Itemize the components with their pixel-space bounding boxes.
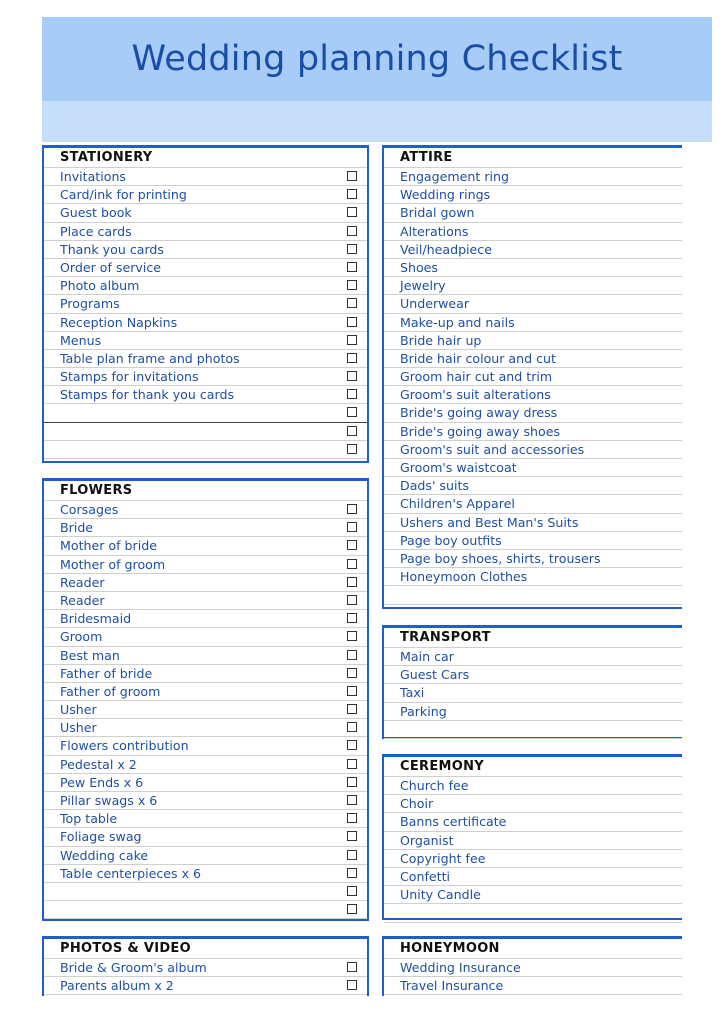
checklist-item-label: Menus [60, 332, 102, 348]
checklist-item-label: Page boy outfits [400, 532, 502, 548]
checklist-item [44, 277, 367, 295]
stationery-section [42, 145, 369, 463]
checklist-item [44, 423, 367, 441]
checklist-item [44, 959, 367, 977]
checklist-item [384, 795, 682, 813]
checklist-item-label: Bridesmaid [60, 611, 132, 627]
checklist-item [384, 666, 682, 684]
checklist-item [384, 404, 682, 422]
checkbox[interactable] [347, 668, 357, 678]
title-banner [42, 17, 712, 101]
checklist-item-label: Taxi [400, 685, 425, 701]
checklist-item [384, 477, 682, 495]
checklist-item [384, 241, 682, 259]
checklist-item-label: Jewelry [400, 278, 446, 294]
checklist-item [44, 737, 367, 755]
checklist-item [384, 514, 682, 532]
checklist-item-label: Parking [400, 703, 447, 719]
checklist-item [44, 810, 367, 828]
checklist-item [44, 404, 367, 422]
checklist-item [384, 586, 682, 604]
checklist-item [384, 168, 682, 186]
checklist-item [384, 223, 682, 241]
checklist-item-label: Unity Candle [400, 887, 481, 903]
checklist-item [44, 792, 367, 810]
checklist-item [44, 719, 367, 737]
checkbox[interactable] [347, 207, 357, 217]
checkbox[interactable] [347, 426, 357, 436]
checklist-item-label: Usher [60, 702, 97, 718]
checkbox[interactable] [347, 317, 357, 327]
checklist-item-label: Travel Insurance [400, 978, 504, 994]
checklist-item-label: Parents album x 2 [60, 978, 174, 994]
checklist-item [384, 568, 682, 586]
checklist-item-label: Organist [400, 832, 454, 848]
checklist-item [44, 368, 367, 386]
checklist-item-label: Groom [60, 629, 103, 645]
checklist-item [44, 501, 367, 519]
transport-section [382, 625, 682, 739]
checklist-item-label: Make-up and nails [400, 314, 515, 330]
checklist-item-label: Thank you cards [60, 241, 164, 257]
checklist-item-label: Underwear [400, 296, 470, 312]
checklist-item [44, 314, 367, 332]
checklist-item-label: Invitations [60, 169, 126, 184]
checklist-item [44, 295, 367, 313]
checklist-item-label: Wedding rings [400, 187, 491, 203]
checklist-item [44, 774, 367, 792]
checklist-item-label: Stamps for thank you cards [60, 387, 235, 403]
checklist-item [44, 386, 367, 404]
stationery-heading: STATIONERY [44, 148, 367, 168]
checkbox[interactable] [347, 559, 357, 569]
attire-heading: ATTIRE [384, 148, 682, 168]
checklist-item-label: Choir [400, 796, 434, 812]
checklist-item-label: Groom's waistcoat [400, 460, 517, 475]
checklist-item-label: Bride & Groom's album [60, 960, 207, 975]
checklist-item [384, 459, 682, 477]
checklist-item-label: Reader [60, 574, 105, 590]
checklist-item [384, 350, 682, 368]
checkbox[interactable] [347, 777, 357, 787]
checklist-item-label: Bride hair up [400, 332, 482, 348]
checklist-item-label: Honeymoon Clothes [400, 569, 528, 585]
checkbox[interactable] [347, 813, 357, 823]
checkbox[interactable] [347, 904, 357, 914]
checklist-item-label: Children's Apparel [400, 496, 515, 512]
checklist-item [44, 350, 367, 368]
checklist-item-label: Copyright fee [400, 850, 486, 866]
checklist-item-label: Best man [60, 647, 120, 663]
checklist-item [384, 295, 682, 313]
flowers-heading: FLOWERS [44, 481, 367, 501]
checklist-item-label: Bride [60, 520, 94, 536]
checklist-item-label: Banns certificate [400, 814, 507, 830]
checklist-item-label: Main car [400, 649, 454, 664]
checklist-item [44, 537, 367, 555]
title-banner-lower [42, 101, 712, 142]
checklist-item-label: Stamps for invitations [60, 369, 199, 385]
checklist-item [44, 901, 367, 919]
checkbox[interactable] [347, 407, 357, 417]
attire-section [382, 145, 682, 609]
checkbox[interactable] [347, 335, 357, 345]
checklist-item [44, 168, 367, 186]
checklist-item [44, 241, 367, 259]
checklist-item-label: Corsages [60, 502, 119, 517]
checklist-item-label: Ushers and Best Man's Suits [400, 514, 579, 530]
checklist-item [44, 865, 367, 883]
checklist-item [44, 574, 367, 592]
checklist-item-label: Order of service [60, 259, 162, 275]
checkbox[interactable] [347, 171, 357, 181]
checkbox[interactable] [347, 686, 357, 696]
checkbox[interactable] [347, 444, 357, 454]
checklist-item-label: Groom's suit and accessories [400, 441, 585, 457]
checkbox[interactable] [347, 353, 357, 363]
checklist-item [384, 314, 682, 332]
checklist-item [384, 423, 682, 441]
checklist-item [384, 959, 682, 977]
checklist-item [384, 532, 682, 550]
checklist-item [384, 886, 682, 904]
checklist-item [44, 665, 367, 683]
checklist-item [44, 647, 367, 665]
checklist-item [44, 847, 367, 865]
checklist-item [384, 386, 682, 404]
checklist-item-label: Engagement ring [400, 169, 509, 184]
checklist-item-label: Guest Cars [400, 667, 470, 683]
checklist-item-label: Bride hair colour and cut [400, 350, 556, 366]
transport-heading: TRANSPORT [384, 628, 682, 648]
checklist-item [384, 721, 682, 739]
checklist-item [44, 259, 367, 277]
checkbox[interactable] [347, 722, 357, 732]
checklist-item [384, 259, 682, 277]
checkbox[interactable] [347, 298, 357, 308]
checklist-item [384, 277, 682, 295]
checkbox[interactable] [347, 886, 357, 896]
checklist-item-label: Reception Napkins [60, 314, 178, 330]
checklist-item [44, 556, 367, 574]
checklist-item-label: Bride's going away dress [400, 405, 558, 421]
checklist-item [44, 332, 367, 350]
checkbox[interactable] [347, 226, 357, 236]
checklist-item [384, 813, 682, 831]
checklist-item [384, 368, 682, 386]
checkbox[interactable] [347, 704, 357, 714]
honeymoon-heading: HONEYMOON [384, 939, 682, 959]
checkbox[interactable] [347, 389, 357, 399]
checklist-item-label: Flowers contribution [60, 738, 189, 754]
checkbox[interactable] [347, 759, 357, 769]
checklist-item-label: Veil/headpiece [400, 241, 492, 257]
checklist-item-label: Foliage swag [60, 829, 142, 845]
checkbox[interactable] [347, 795, 357, 805]
checkbox[interactable] [347, 850, 357, 860]
photos-video-section [42, 936, 369, 996]
checklist-item [44, 186, 367, 204]
checkbox[interactable] [347, 577, 357, 587]
checkbox[interactable] [347, 189, 357, 199]
checklist-item-label: Mother of groom [60, 556, 166, 572]
checklist-item [44, 977, 367, 995]
checkbox[interactable] [347, 650, 357, 660]
checklist-item [384, 703, 682, 721]
checklist-item-label: Reader [60, 592, 105, 608]
checklist-item-label: Confetti [400, 868, 451, 884]
checklist-item [44, 223, 367, 241]
checkbox[interactable] [347, 595, 357, 605]
checklist-item-label: Photo album [60, 278, 140, 294]
checklist-item-label: Wedding Insurance [400, 960, 521, 975]
checklist-item-label: Pillar swags x 6 [60, 793, 158, 808]
checkbox[interactable] [347, 740, 357, 750]
checkbox[interactable] [347, 980, 357, 990]
checklist-item [384, 868, 682, 886]
checklist-item-label: Programs [60, 296, 120, 312]
photos-heading: PHOTOS & VIDEO [44, 939, 367, 959]
checklist-item-label: Bride's going away shoes [400, 423, 561, 439]
checklist-item-label: Pedestal x 2 [60, 756, 137, 772]
flowers-section [42, 478, 369, 921]
page-title: Wedding planning Checklist [131, 39, 623, 79]
checklist-item [44, 883, 367, 901]
checkbox[interactable] [347, 244, 357, 254]
checklist-item-label: Father of bride [60, 665, 153, 681]
checklist-item [44, 519, 367, 537]
ceremony-heading: CEREMONY [384, 757, 682, 777]
checkbox[interactable] [347, 868, 357, 878]
checklist-item-label: Page boy shoes, shirts, trousers [400, 550, 601, 566]
checklist-item [384, 977, 682, 995]
checklist-item-label: Church fee [400, 778, 469, 793]
checklist-item-label: Card/ink for printing [60, 187, 187, 203]
checklist-item-label: Pew Ends x 6 [60, 774, 144, 790]
checklist-item-label: Dads' suits [400, 478, 469, 494]
checklist-item [384, 204, 682, 222]
checklist-item-label: Shoes [400, 259, 438, 275]
checklist-item-label: Table plan frame and photos [60, 350, 240, 366]
checklist-item [44, 610, 367, 628]
checklist-item-label: Groom's suit alterations [400, 387, 551, 403]
checkbox[interactable] [347, 371, 357, 381]
checklist-item [384, 495, 682, 513]
checklist-item-label: Bridal gown [400, 205, 475, 221]
checklist-item-label: Groom hair cut and trim [400, 369, 553, 385]
checklist-item-label: Mother of bride [60, 538, 157, 554]
checklist-item-label: Top table [60, 811, 118, 827]
checklist-item [384, 332, 682, 350]
checklist-item [44, 628, 367, 646]
checkbox[interactable] [347, 504, 357, 514]
checklist-item [384, 648, 682, 666]
checklist-item [44, 441, 367, 459]
checkbox[interactable] [347, 522, 357, 532]
checklist-item [384, 684, 682, 702]
checkbox[interactable] [347, 831, 357, 841]
checklist-item [44, 828, 367, 846]
checklist-item [384, 550, 682, 568]
checklist-item-label: Father of groom [60, 683, 161, 699]
checklist-item-label: Place cards [60, 223, 132, 239]
ceremony-section [382, 754, 682, 920]
checklist-item [384, 777, 682, 795]
checklist-item [44, 683, 367, 701]
checklist-item [384, 850, 682, 868]
honeymoon-section [382, 936, 682, 996]
checkbox[interactable] [347, 613, 357, 623]
checklist-item-label: Table centerpieces x 6 [60, 865, 202, 881]
checklist-item [44, 592, 367, 610]
checkbox[interactable] [347, 631, 357, 641]
checkbox[interactable] [347, 540, 357, 550]
checkbox[interactable] [347, 262, 357, 272]
checklist-item [44, 204, 367, 222]
checklist-item [384, 441, 682, 459]
checklist-item [384, 832, 682, 850]
checklist-item [44, 701, 367, 719]
checklist-item-label: Wedding cake [60, 847, 149, 863]
checklist-item-label: Alterations [400, 223, 469, 239]
checklist-item [384, 186, 682, 204]
checklist-item-label: Usher [60, 720, 97, 736]
checklist-item [44, 756, 367, 774]
checklist-item-label: Guest book [60, 205, 132, 221]
checklist-item [384, 904, 682, 922]
checkbox[interactable] [347, 962, 357, 972]
checkbox[interactable] [347, 280, 357, 290]
